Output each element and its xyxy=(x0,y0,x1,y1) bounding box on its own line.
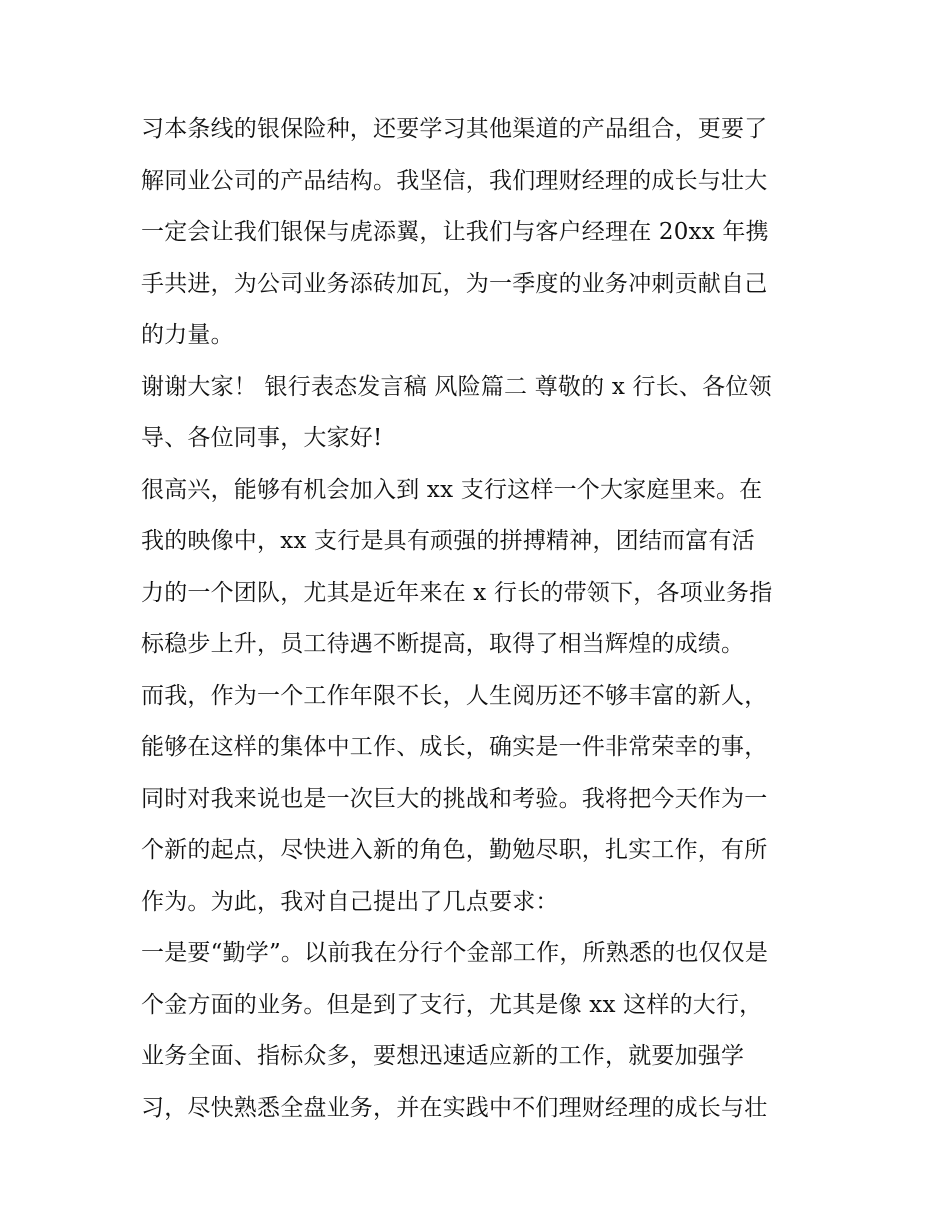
text-line: 导、各位同事，大家好! xyxy=(141,425,383,451)
text-line: 能够在这样的集体中工作、成长，确实是一件非常荣幸的事， xyxy=(141,734,768,760)
text-line: 习，尽快熟悉全盘业务，并在实践中不们理财经理的成长与壮 xyxy=(141,1094,768,1121)
text-line: 作为。为此，我对自己提出了几点要求： xyxy=(141,888,559,915)
text-line: 的力量。 xyxy=(141,322,234,348)
text-line: 手共进，为公司业务添砖加瓦，为一季度的业务冲刺贡献自己 xyxy=(141,270,768,297)
text-line: 个金方面的业务。但是到了支行，尤其是像 xx 这样的大行， xyxy=(141,991,763,1018)
text-line: 一是要“勤学”。以前我在分行个金部工作，所熟悉的也仅仅是 xyxy=(141,940,769,966)
text-line: 谢谢大家！ 银行表态发言稿 风险篇二 尊敬的 x 行长、各位领 xyxy=(141,373,772,400)
text-line: 我的映像中，xx 支行是具有顽强的拼搏精神，团结而富有活 xyxy=(141,528,755,554)
document-body xyxy=(141,104,813,1134)
text-line: 力的一个团队，尤其是近年来在 x 行长的带领下，各项业务指 xyxy=(141,579,773,606)
text-line: 个新的起点，尽快进入新的角色，勤勉尽职，扎实工作，有所 xyxy=(141,837,768,863)
text-line: 解同业公司的产品结构。我坚信，我们理财经理的成长与壮大 xyxy=(141,167,768,194)
text-line: 一定会让我们银保与虎添翼，让我们与客户经理在 20xx 年携 xyxy=(141,219,769,245)
text-line: 习本条线的银保险种，还要学习其他渠道的产品组合，更要了 xyxy=(141,116,768,142)
text-line: 同时对我来说也是一次巨大的挑战和考验。我将把今天作为一 xyxy=(141,785,768,812)
text-line: 很高兴，能够有机会加入到 xx 支行这样一个大家庭里来。在 xyxy=(141,476,763,503)
text-line: 业务全面、指标众多，要想迅速适应新的工作，就要加强学 xyxy=(141,1043,745,1069)
text-line: 标稳步上升，员工待遇不断提高，取得了相当辉煌的成绩。 xyxy=(141,631,745,657)
text-line: 而我，作为一个工作年限不长，人生阅历还不够丰富的新人， xyxy=(141,682,768,709)
